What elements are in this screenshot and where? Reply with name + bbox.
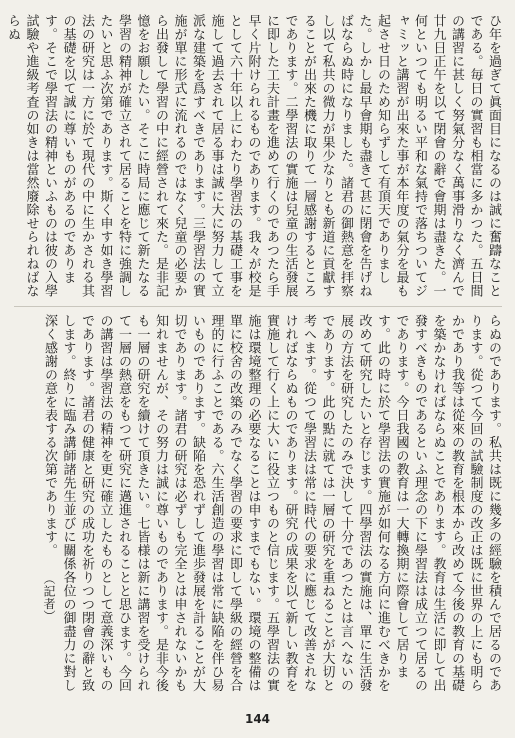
page-number: 144 (244, 712, 271, 726)
top-text-block (5, 14, 502, 302)
bottom-text: らぬのであります。私共は既に幾多の經驗を積んで居るのであります。從つて今回の試驗制度の改正は既に世界の上にも明らかであり我等は從來の教育を根本から改めて今後の教育の基礎を築かなければならぬことであります。教育は生活に即して出發すべきものであるといふ理念の下に學習法は成立つて居るのであります。今日我國の教育は一大轉換期に際會して居ります。此の時に於て學習法の實施が如何なる方向に進むべきかを改めて研究したいと存じます。四學習法の實施は、單に生活發展の方法を研究したのみで決して十分であつたとは言へないのであります。此の點に就ては一層の研究を重ねることが大切と考へます。從つて學習法は常に時代の要求に應じて改善されなければならぬものであります。研究の成果を以て新しい教育を實施して行く上に大いに役立つものと信じます。五學習法の實施は環境整理の必要なることは申すまでもない。環境の整備は單に校舍の改築のみでなく學習の要求に即して學級の經營を合理的に行ふことである。六生活創造の學習は常に缺陥を伴ひ易いものであります。缺陥を恐れずして進歩發展を計ることが大切であります。諸君の研究は必ずしも完全とは申されないかも知れませんが、その努力は誠に尊いものであります。是非今後も一層の研究を續けて頂きたい。七皆様は新に講習を受けられて一層の熱意をもつて研究に邁進されることと思ひます。今回の講習は學習法の精神を更に確立したものとして意義深いものであります。諸君の健康と研究の成功を祈りつつ閉會の辭と致します。終りに臨み講師諸先生並びに關係各位の御盡力に對し深く感謝の意を表する次第であります。 (42, 314, 501, 692)
top-text: ひ年を過ぎて眞面目になるのは誠に奮躊なことである。毎日の實習も相當に多かつた。五日間の講習に甚しく努氣分なく萬事滑りなく濟んで廿九日正午を以て閉會の辭で會期は盡きた。一何といつても明るい平和な氣持で落ちついてジャミッと講習が出來た事が本年度の氣分を最も起させ日のため知らずして有頂天でありました。しかし最早會期も盡きて甚に閉會を告げねばならぬ時になりました。諸君の御熱意を拝察し以て私共の微力が果少なりとも新道に貢獻することが出來た機に取りて一層感謝するところであります。二學習法の實施は兒童の生活發展に即した工夫計畫を進めて行くのであつたら手早く片附けられるものであります。我々が校是として六十年以上にわたり學習法の基礎工事を施して過去されて居る事は誠に大に努力して立派な建築を爲すべきであります。三學習法の實施が單に形式に流れるのではなく兒童の必要から出發して學習の中に經營されて來た。是非記憶をお願したい。そこに時局に應じて新たなる學習の精神が確立されて居ることを特に強調したいと思ふ次第であります。斯く申す如き學習法の研究は一方に於て現代の中に生かされる其の基礎を以て誠に尊いものがあるのであります。そこで學習法の精神といふものは彼の入學試驗や進級考査の如きは當然廢除せられねばならぬ (5, 14, 501, 298)
author-note: （記者） (42, 572, 56, 623)
section-divider (14, 306, 502, 307)
bottom-text-block (14, 314, 502, 702)
